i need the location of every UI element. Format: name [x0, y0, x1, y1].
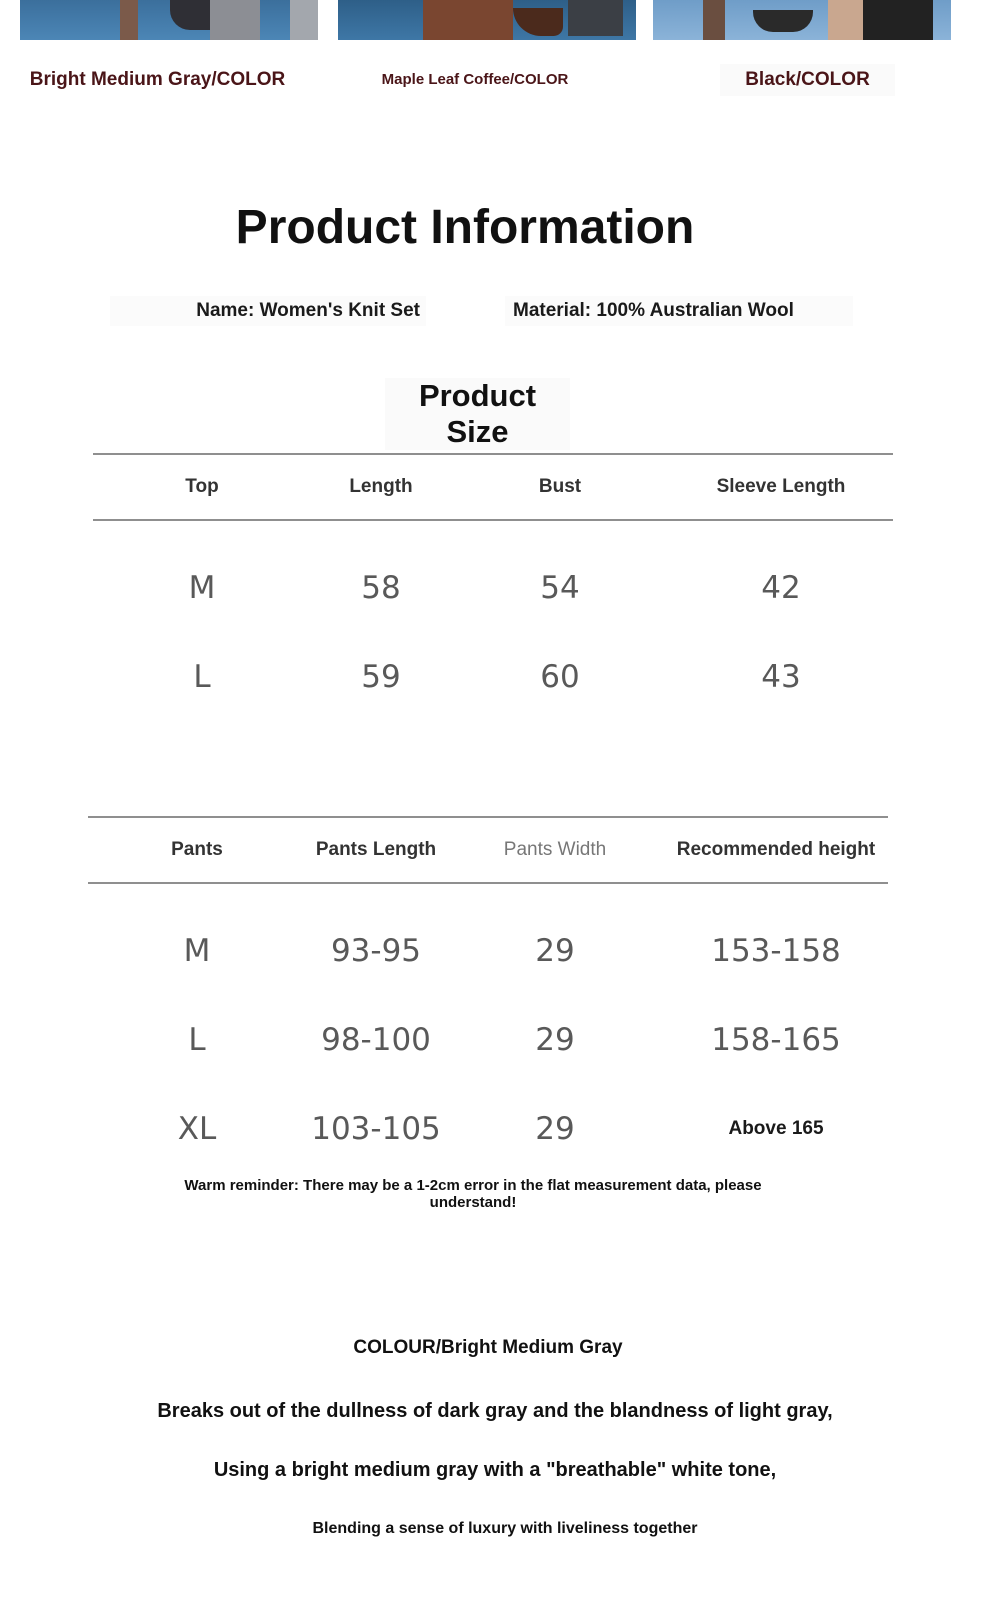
table-row: [88, 883, 888, 995]
table-cell: Above 165: [728, 1117, 824, 1139]
table-cell: 43: [761, 658, 801, 695]
pants-size-table: [88, 816, 888, 1173]
table-row: [88, 1084, 888, 1173]
table-cell: 158-165: [711, 1021, 841, 1058]
table-header-row: [88, 817, 888, 883]
table-row: [93, 520, 893, 632]
description-line: Using a bright medium gray with a "breathable" white tone,: [213, 1459, 777, 1481]
header-cell: Top: [93, 454, 311, 520]
header-cell: Bust: [451, 454, 669, 520]
table-cell: 59: [361, 658, 401, 695]
table-cell: 58: [361, 569, 401, 606]
table-row: [88, 995, 888, 1084]
table-cell: 29: [535, 1110, 575, 1147]
table-cell: 93-95: [330, 932, 422, 969]
color-label-gray: Bright Medium Gray/COLOR: [29, 69, 286, 90]
header-cell: Length: [311, 454, 451, 520]
table-cell: M: [183, 932, 211, 969]
table-cell: 153-158: [711, 932, 841, 969]
table-cell: 29: [535, 1021, 575, 1058]
table-cell: 98-100: [321, 1021, 431, 1058]
table-cell: L: [188, 1021, 206, 1058]
header-cell: Sleeve Length: [669, 454, 893, 520]
header-cell: Pants Width: [446, 817, 664, 883]
page-title: Product Information: [235, 201, 695, 254]
description-line: Breaks out of the dullness of dark gray and the blandness of light gray,: [157, 1400, 833, 1422]
table-cell: 60: [540, 658, 580, 695]
table-cell: XL: [177, 1110, 217, 1147]
size-section-title: Product Size: [385, 378, 570, 450]
table-row: [93, 632, 893, 721]
table-cell: 29: [535, 932, 575, 969]
colour-title: COLOUR/Bright Medium Gray: [353, 1337, 623, 1358]
table-header-row: [93, 454, 893, 520]
color-label-coffee: Maple Leaf Coffee/COLOR: [381, 71, 569, 88]
table-cell: 42: [761, 569, 801, 606]
header-cell: Recommended height: [664, 817, 888, 883]
table-cell: 103-105: [311, 1110, 441, 1147]
color-label-black: Black/COLOR: [720, 64, 895, 96]
header-cell: Pants: [88, 817, 306, 883]
table-cell: M: [188, 569, 216, 606]
product-photo-coffee[interactable]: [338, 0, 636, 40]
product-photo-gray[interactable]: [20, 0, 318, 40]
table-cell: L: [193, 658, 211, 695]
product-name: Name: Women's Knit Set: [110, 296, 426, 326]
table-cell: 54: [540, 569, 580, 606]
top-size-table: [93, 453, 893, 721]
product-material: Material: 100% Australian Wool: [505, 296, 853, 326]
description-line: Blending a sense of luxury with liveliness together: [312, 1520, 698, 1537]
measurement-reminder: Warm reminder: There may be a 1-2cm error in the flat measurement data, please understand!: [184, 1177, 762, 1211]
product-photo-black[interactable]: [653, 0, 951, 40]
header-cell: Pants Length: [306, 817, 446, 883]
